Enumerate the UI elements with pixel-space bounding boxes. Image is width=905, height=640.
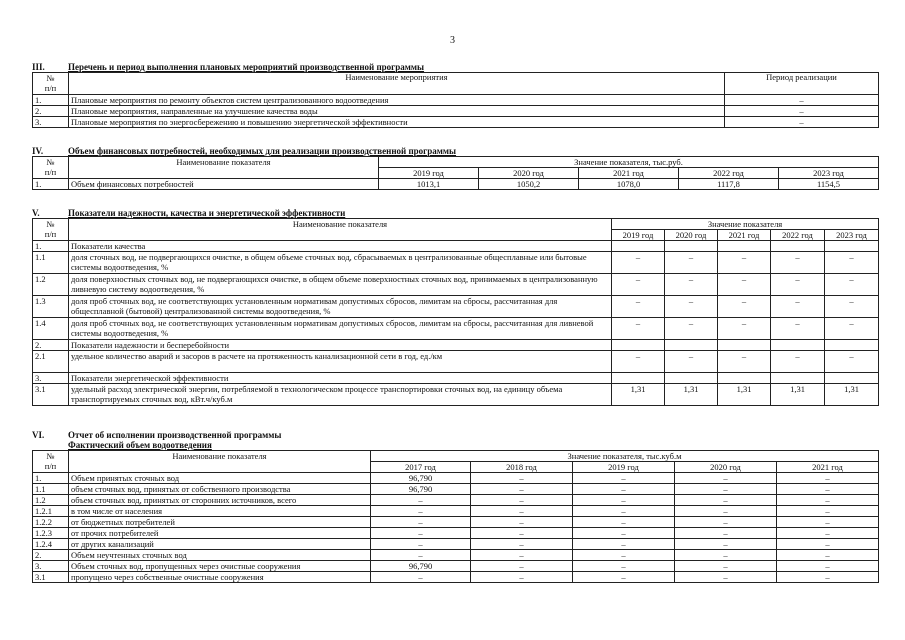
col-header-value-group: Значение показателя, тыс.руб. bbox=[379, 157, 879, 168]
row-number: 3.1 bbox=[33, 572, 69, 583]
row-value: – bbox=[371, 528, 471, 539]
row-number: 2.1 bbox=[33, 351, 69, 373]
row-value: – bbox=[675, 550, 777, 561]
table-row bbox=[33, 539, 879, 550]
section-vi-heading bbox=[32, 430, 878, 440]
row-value: – bbox=[771, 252, 825, 274]
section-v-table bbox=[32, 218, 879, 406]
row-number: 1.2.2 bbox=[33, 517, 69, 528]
col-header-year: 2020 год bbox=[479, 168, 579, 179]
row-number: 2. bbox=[33, 340, 69, 351]
section-iii-number: III. bbox=[32, 62, 45, 72]
table-row bbox=[33, 517, 879, 528]
table-row bbox=[33, 550, 879, 561]
row-value: – bbox=[777, 550, 879, 561]
section-iv bbox=[32, 146, 878, 190]
row-name: в том числе от населения bbox=[69, 506, 371, 517]
table-row bbox=[33, 473, 879, 484]
col-header-year: 2020 год bbox=[675, 462, 777, 473]
row-value: – bbox=[371, 506, 471, 517]
table-row bbox=[33, 106, 879, 117]
empty-cell bbox=[665, 241, 718, 252]
row-number: 3. bbox=[33, 373, 69, 384]
empty-cell bbox=[612, 373, 665, 384]
row-name: Показатели качества bbox=[69, 241, 612, 252]
row-value: – bbox=[771, 318, 825, 340]
section-iv-rows bbox=[33, 179, 879, 190]
row-value: – bbox=[665, 318, 718, 340]
row-number: 1.4 bbox=[33, 318, 69, 340]
row-value: 1078,0 bbox=[579, 179, 679, 190]
row-value: – bbox=[777, 561, 879, 572]
row-number: 1.2.4 bbox=[33, 539, 69, 550]
row-value: – bbox=[777, 473, 879, 484]
row-number: 1.2 bbox=[33, 495, 69, 506]
empty-cell bbox=[718, 340, 771, 351]
row-value: – bbox=[825, 318, 879, 340]
row-value: – bbox=[573, 506, 675, 517]
row-value: – bbox=[471, 473, 573, 484]
section-v-rows bbox=[33, 241, 879, 406]
col-header-year: 2019 год bbox=[573, 462, 675, 473]
section-iv-table bbox=[32, 156, 879, 190]
table-row bbox=[33, 179, 879, 190]
row-number: 1. bbox=[33, 179, 69, 190]
row-value: – bbox=[675, 572, 777, 583]
col-header-number: № п/п bbox=[33, 73, 69, 95]
row-value: – bbox=[471, 561, 573, 572]
row-value: – bbox=[471, 506, 573, 517]
row-value: – bbox=[718, 296, 771, 318]
row-value: 1050,2 bbox=[479, 179, 579, 190]
row-name: пропущено через собственные очистные сооружения bbox=[69, 572, 371, 583]
row-number: 1.2.3 bbox=[33, 528, 69, 539]
row-value: – bbox=[573, 561, 675, 572]
row-value: – bbox=[771, 274, 825, 296]
row-period: – bbox=[725, 117, 879, 128]
table-row bbox=[33, 384, 879, 406]
row-name: удельный расход электрической энергии, потребляемой в технологическом процессе транспортировки сточных вод, на единицу объема транспортируемых сточных вод, кВт.ч/куб.м bbox=[69, 384, 612, 406]
table-row bbox=[33, 117, 879, 128]
col-header-period: Период реализации bbox=[725, 73, 879, 95]
col-header-value-group: Значение показателя bbox=[612, 219, 879, 230]
row-number: 1.3 bbox=[33, 296, 69, 318]
page-number: 3 bbox=[450, 35, 455, 46]
row-value: – bbox=[665, 296, 718, 318]
table-row bbox=[33, 318, 879, 340]
col-header-year: 2018 год bbox=[471, 462, 573, 473]
row-value: 1,31 bbox=[718, 384, 771, 406]
row-value: 1117,8 bbox=[679, 179, 779, 190]
row-name: Объем неучтенных сточных вод bbox=[69, 550, 371, 561]
col-header-year: 2022 год bbox=[771, 230, 825, 241]
empty-cell bbox=[612, 241, 665, 252]
row-value: – bbox=[573, 550, 675, 561]
row-value: 1,31 bbox=[771, 384, 825, 406]
row-value: – bbox=[825, 252, 879, 274]
section-vi-title: Отчет об исполнении производственной программы bbox=[68, 430, 282, 440]
empty-cell bbox=[718, 373, 771, 384]
row-value: – bbox=[718, 252, 771, 274]
row-value: 1013,1 bbox=[379, 179, 479, 190]
table-row bbox=[33, 506, 879, 517]
row-name: Плановые мероприятия, направленные на улучшение качества воды bbox=[69, 106, 725, 117]
row-value: – bbox=[771, 296, 825, 318]
row-value: – bbox=[371, 517, 471, 528]
table-row bbox=[33, 274, 879, 296]
col-header-year: 2017 год bbox=[371, 462, 471, 473]
table-row bbox=[33, 373, 879, 384]
row-value: – bbox=[573, 528, 675, 539]
row-number: 1.1 bbox=[33, 252, 69, 274]
row-value: – bbox=[777, 517, 879, 528]
col-header-year: 2022 год bbox=[679, 168, 779, 179]
row-name: Показатели надежности и бесперебойности bbox=[69, 340, 612, 351]
section-vi-number: VI. bbox=[32, 430, 45, 440]
row-value: – bbox=[612, 351, 665, 373]
row-value: 1154,5 bbox=[779, 179, 879, 190]
empty-cell bbox=[825, 340, 879, 351]
section-v-heading bbox=[32, 208, 878, 218]
col-header-name: Наименование показателя bbox=[69, 451, 371, 473]
row-number: 1. bbox=[33, 473, 69, 484]
row-name: Объем сточных вод, пропущенных через очистные сооружения bbox=[69, 561, 371, 572]
section-vi-subtitle: Фактический объем водоотведения bbox=[68, 440, 212, 450]
row-value: – bbox=[573, 484, 675, 495]
table-row bbox=[33, 252, 879, 274]
col-header-year: 2019 год bbox=[379, 168, 479, 179]
empty-cell bbox=[771, 340, 825, 351]
table-row bbox=[33, 95, 879, 106]
section-iv-number: IV. bbox=[32, 146, 44, 156]
table-row bbox=[33, 484, 879, 495]
row-value: – bbox=[665, 252, 718, 274]
table-row bbox=[33, 528, 879, 539]
table-row bbox=[33, 351, 879, 373]
row-value: – bbox=[471, 517, 573, 528]
section-iii-table bbox=[32, 72, 879, 128]
row-value: – bbox=[777, 528, 879, 539]
row-name: Объем финансовых потребностей bbox=[69, 179, 379, 190]
col-header-year: 2021 год bbox=[579, 168, 679, 179]
row-value: – bbox=[612, 318, 665, 340]
row-value: – bbox=[675, 561, 777, 572]
row-value: – bbox=[777, 572, 879, 583]
row-value: – bbox=[471, 572, 573, 583]
col-header-name: Наименование показателя bbox=[69, 219, 612, 241]
row-value: – bbox=[665, 351, 718, 373]
row-value: – bbox=[718, 318, 771, 340]
row-number: 1.1 bbox=[33, 484, 69, 495]
col-header-year: 2023 год bbox=[779, 168, 879, 179]
row-value: 96,790 bbox=[371, 561, 471, 572]
row-name: доля поверхностных сточных вод, не подвергающихся очистке, в общем объеме поверхностных сточных вод, принимаемых в централизованную ливневую систему водоотведения, % bbox=[69, 274, 612, 296]
col-header-value-group: Значение показателя, тыс.куб.м bbox=[371, 451, 879, 462]
row-value: – bbox=[573, 572, 675, 583]
row-value: – bbox=[371, 495, 471, 506]
row-name: Объем принятых сточных вод bbox=[69, 473, 371, 484]
row-value: – bbox=[612, 296, 665, 318]
col-header-number: № п/п bbox=[33, 451, 69, 473]
row-number: 1.2 bbox=[33, 274, 69, 296]
row-value: – bbox=[675, 517, 777, 528]
empty-cell bbox=[665, 373, 718, 384]
row-value: – bbox=[675, 539, 777, 550]
row-number: 2. bbox=[33, 550, 69, 561]
section-vi bbox=[32, 430, 878, 583]
row-value: – bbox=[675, 528, 777, 539]
row-value: – bbox=[471, 484, 573, 495]
row-value: – bbox=[573, 473, 675, 484]
col-header-year: 2023 год bbox=[825, 230, 879, 241]
row-value: – bbox=[612, 252, 665, 274]
row-period: – bbox=[725, 106, 879, 117]
row-value: – bbox=[718, 351, 771, 373]
table-row bbox=[33, 572, 879, 583]
empty-cell bbox=[665, 340, 718, 351]
table-row bbox=[33, 241, 879, 252]
row-value: – bbox=[665, 274, 718, 296]
row-number: 1.2.1 bbox=[33, 506, 69, 517]
section-iv-heading bbox=[32, 146, 878, 156]
empty-cell bbox=[825, 373, 879, 384]
table-row bbox=[33, 296, 879, 318]
row-name: от бюджетных потребителей bbox=[69, 517, 371, 528]
row-name: от других канализаций bbox=[69, 539, 371, 550]
row-value: – bbox=[675, 495, 777, 506]
row-value: – bbox=[573, 517, 675, 528]
col-header-year: 2021 год bbox=[777, 462, 879, 473]
section-iv-title: Объем финансовых потребностей, необходимых для реализации производственной программы bbox=[68, 146, 457, 156]
row-value: – bbox=[371, 550, 471, 561]
row-value: – bbox=[471, 550, 573, 561]
row-value: – bbox=[675, 484, 777, 495]
row-number: 2. bbox=[33, 106, 69, 117]
col-header-number: № п/п bbox=[33, 157, 69, 179]
row-value: 1,31 bbox=[612, 384, 665, 406]
row-value: – bbox=[471, 528, 573, 539]
row-name: Плановые мероприятия по ремонту объектов систем централизованного водоотведения bbox=[69, 95, 725, 106]
row-number: 3.1 bbox=[33, 384, 69, 406]
row-value: – bbox=[471, 539, 573, 550]
row-name: объем сточных вод, принятых от собственного производства bbox=[69, 484, 371, 495]
section-v bbox=[32, 208, 878, 406]
section-v-number: V. bbox=[32, 208, 40, 218]
table-row bbox=[33, 340, 879, 351]
row-value: – bbox=[777, 506, 879, 517]
row-value: – bbox=[825, 296, 879, 318]
row-value: – bbox=[777, 539, 879, 550]
row-value: – bbox=[573, 539, 675, 550]
row-name: доля проб сточных вод, не соответствующих установленным нормативам допустимых сбросов, лимитам на сбросы, рассчитанная для общесплавной (бытовой) централизованной системы водоотведения, % bbox=[69, 296, 612, 318]
col-header-name: Наименование показателя bbox=[69, 157, 379, 179]
section-vi-rows bbox=[33, 473, 879, 583]
row-value: – bbox=[825, 274, 879, 296]
row-value: – bbox=[612, 274, 665, 296]
section-vi-table bbox=[32, 450, 879, 583]
row-value: – bbox=[777, 495, 879, 506]
empty-cell bbox=[771, 373, 825, 384]
table-row bbox=[33, 495, 879, 506]
row-value: 96,790 bbox=[371, 484, 471, 495]
row-value: – bbox=[675, 506, 777, 517]
section-iii-heading bbox=[32, 62, 878, 72]
row-value: – bbox=[675, 473, 777, 484]
row-value: – bbox=[371, 539, 471, 550]
col-header-number: № п/п bbox=[33, 219, 69, 241]
row-value: – bbox=[718, 274, 771, 296]
row-name: доля сточных вод, не подвергающихся очистке, в общем объеме сточных вод, сбрасываемых в централизованные общесплавные или бытовые системы водоотведения, % bbox=[69, 252, 612, 274]
empty-cell bbox=[771, 241, 825, 252]
row-value: – bbox=[771, 351, 825, 373]
row-name: от прочих потребителей bbox=[69, 528, 371, 539]
row-value: – bbox=[371, 572, 471, 583]
row-name: объем сточных вод, принятых от сторонних источников, всего bbox=[69, 495, 371, 506]
row-number: 3. bbox=[33, 561, 69, 572]
row-number: 1. bbox=[33, 241, 69, 252]
col-header-year: 2020 год bbox=[665, 230, 718, 241]
empty-cell bbox=[825, 241, 879, 252]
row-name: Показатели энергетической эффективности bbox=[69, 373, 612, 384]
row-name: Плановые мероприятия по энергосбережению и повышению энергетической эффективности bbox=[69, 117, 725, 128]
row-value: 1,31 bbox=[825, 384, 879, 406]
row-number: 3. bbox=[33, 117, 69, 128]
table-row bbox=[33, 561, 879, 572]
row-name: удельное количество аварий и засоров в расчете на протяженность канализационной сети в год, ед./км bbox=[69, 351, 612, 373]
section-iii-rows bbox=[33, 95, 879, 128]
row-value: – bbox=[825, 351, 879, 373]
row-value: 96,790 bbox=[371, 473, 471, 484]
col-header-year: 2021 год bbox=[718, 230, 771, 241]
row-value: – bbox=[777, 484, 879, 495]
row-value: – bbox=[573, 495, 675, 506]
row-value: 1,31 bbox=[665, 384, 718, 406]
col-header-name: Наименование мероприятия bbox=[69, 73, 725, 95]
row-value: – bbox=[471, 495, 573, 506]
row-name: доля проб сточных вод, не соответствующих установленным нормативам допустимых сбросов, лимитам на сбросы, рассчитанная для ливневой системы водоотведения, % bbox=[69, 318, 612, 340]
section-iii bbox=[32, 62, 878, 128]
row-period: – bbox=[725, 95, 879, 106]
empty-cell bbox=[718, 241, 771, 252]
col-header-year: 2019 год bbox=[612, 230, 665, 241]
row-number: 1. bbox=[33, 95, 69, 106]
section-v-title: Показатели надежности, качества и энергетической эффективности bbox=[68, 208, 346, 218]
section-iii-title: Перечень и период выполнения плановых мероприятий производственной программы bbox=[68, 62, 425, 72]
empty-cell bbox=[612, 340, 665, 351]
